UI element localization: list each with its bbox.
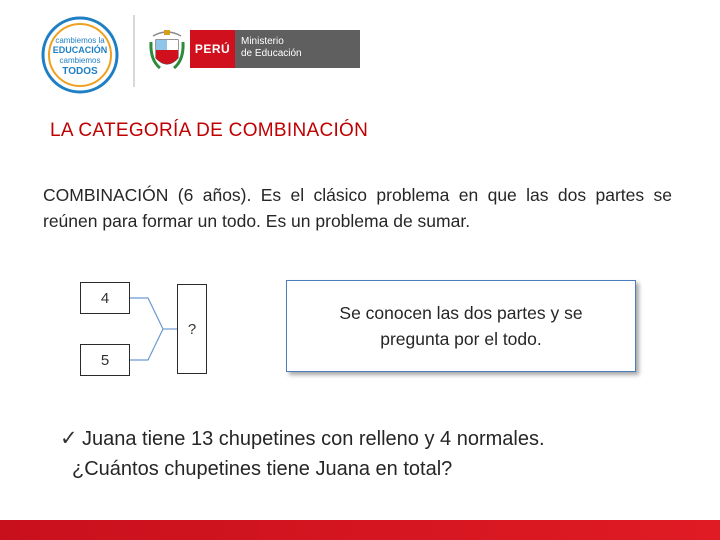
ministry-label	[235, 30, 360, 68]
ministry-line-1: Ministerio	[241, 36, 284, 47]
footer-bar	[0, 520, 720, 540]
part-a-box: 4	[80, 282, 130, 314]
whole-box: ?	[177, 284, 207, 374]
problem-line-2: ¿Cuántos chupetines tiene Juana en total?	[72, 458, 453, 480]
ministry-logo	[190, 30, 360, 68]
header-divider	[133, 15, 135, 87]
combine-bracket	[130, 296, 177, 362]
logo-line-2: EDUCACIÓN	[52, 45, 108, 55]
problem-line-1: Juana tiene 13 chupetines con relleno y 4 normales.	[82, 428, 545, 450]
logo-line-1: cambiemos la	[55, 36, 105, 45]
explanation-box	[286, 280, 636, 372]
explanation-text: Se conocen las dos partes y se pregunta por el todo.	[339, 303, 583, 349]
part-b-box: 5	[80, 344, 130, 376]
peru-coat-of-arms-icon	[148, 26, 186, 76]
cambiemos-educacion-logo	[40, 15, 120, 95]
logo-line-3: cambiemos	[59, 56, 101, 65]
ministry-line-2: de Educación	[241, 48, 302, 59]
slide-title: LA CATEGORÍA DE COMBINACIÓN	[50, 120, 369, 141]
peru-label: PERÚ	[190, 30, 235, 68]
intro-paragraph: COMBINACIÓN (6 años). Es el clásico problema en que las dos partes se reúnen para formar un todo. Es un problema de sumar.	[43, 185, 672, 231]
logo-line-4: TODOS	[62, 66, 98, 77]
check-icon: ✓	[60, 427, 78, 450]
